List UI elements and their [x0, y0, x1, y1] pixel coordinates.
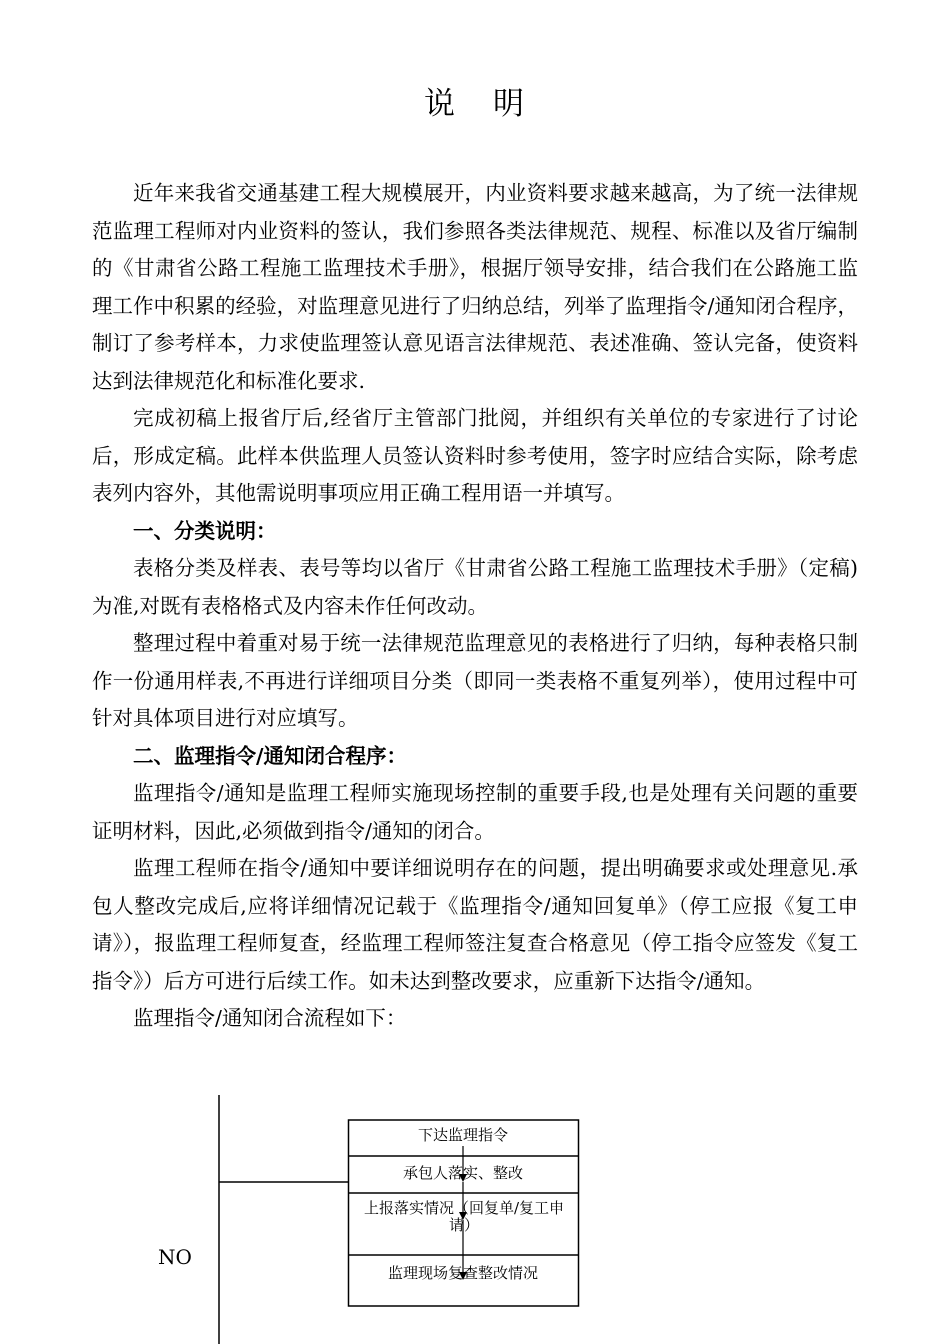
title-char-2: 明	[493, 86, 526, 122]
document-body	[92, 175, 858, 1038]
flow-step-issue-instruction: 下达监理指令	[417, 1126, 508, 1144]
flow-step-contractor-rectify: 承包人落实、整改	[402, 1164, 523, 1182]
section-heading-classification: 一、分类说明：	[133, 518, 277, 543]
paragraph-classification-1: 表格分类及样表、表号等均以省厅《甘肃省公路工程施工监理技术手册》（定稿)为准,对既有表格格式及内容未作任何改动。	[92, 556, 858, 618]
closure-flowchart	[0, 1090, 950, 1344]
section-heading-closure-procedure: 二、监理指令/通知闭合程序：	[133, 743, 407, 768]
no-branch-label: NO	[158, 1245, 192, 1269]
paragraph-closure-2: 监理工程师在指令/通知中要详细说明存在的问题，提出明确要求或处理意见.承包人整改完成后,应将详细情况记载于《监理指令/通知回复单》（停工应报《复工申请》），报监理工程师复查，经监理工程师签注复查合格意见（停工指令应签发《复工指令》）后方可进行后续工作。如未达到整改要求，应重新下达指令/通知。	[92, 856, 858, 993]
paragraph-classification-2: 整理过程中着重对易于统一法律规范监理意见的表格进行了归纳，每种表格只制作一份通用样表,不再进行详细项目分类（即同一类表格不重复列举），使用过程中可针对具体项目进行对应填写。	[92, 631, 858, 730]
paragraph-flow-intro: 监理指令/通知闭合流程如下：	[133, 1006, 407, 1030]
paragraph-intro: 近年来我省交通基建工程大规模展开，内业资料要求越来越高，为了统一法律规范监理工程师对内业资料的签认，我们参照各类法律规范、规程、标准以及省厅编制的《甘肃省公路工程施工监理技术手册》，根据厅领导安排，结合我们在公路施工监理工作中积累的经验，对监理意见进行了归纳总结，列举了监理指令/通知闭合程序，制订了参考样本，力求使监理签认意见语言法律规范、表述准确、签认完备，使资料达到法律规范化和标准化要求.	[92, 181, 858, 393]
flow-step-report-status: 上报落实情况（回复单/复工申请）	[363, 1199, 565, 1234]
title-char-1: 说	[424, 86, 457, 122]
page-title	[0, 78, 950, 123]
paragraph-finalization: 完成初稿上报省厅后,经省厅主管部门批阅，并组织有关单位的专家进行了讨论后，形成定稿。此样本供监理人员签认资料时参考使用，签字时应结合实际，除考虑表列内容外，其他需说明事项应用正确工程用语一并填写。	[92, 406, 858, 505]
flow-step-field-review: 监理现场复查整改情况	[387, 1264, 538, 1282]
paragraph-closure-1: 监理指令/通知是监理工程师实施现场控制的重要手段,也是处理有关问题的重要证明材料，因此,必须做到指令/通知的闭合。	[92, 781, 858, 843]
